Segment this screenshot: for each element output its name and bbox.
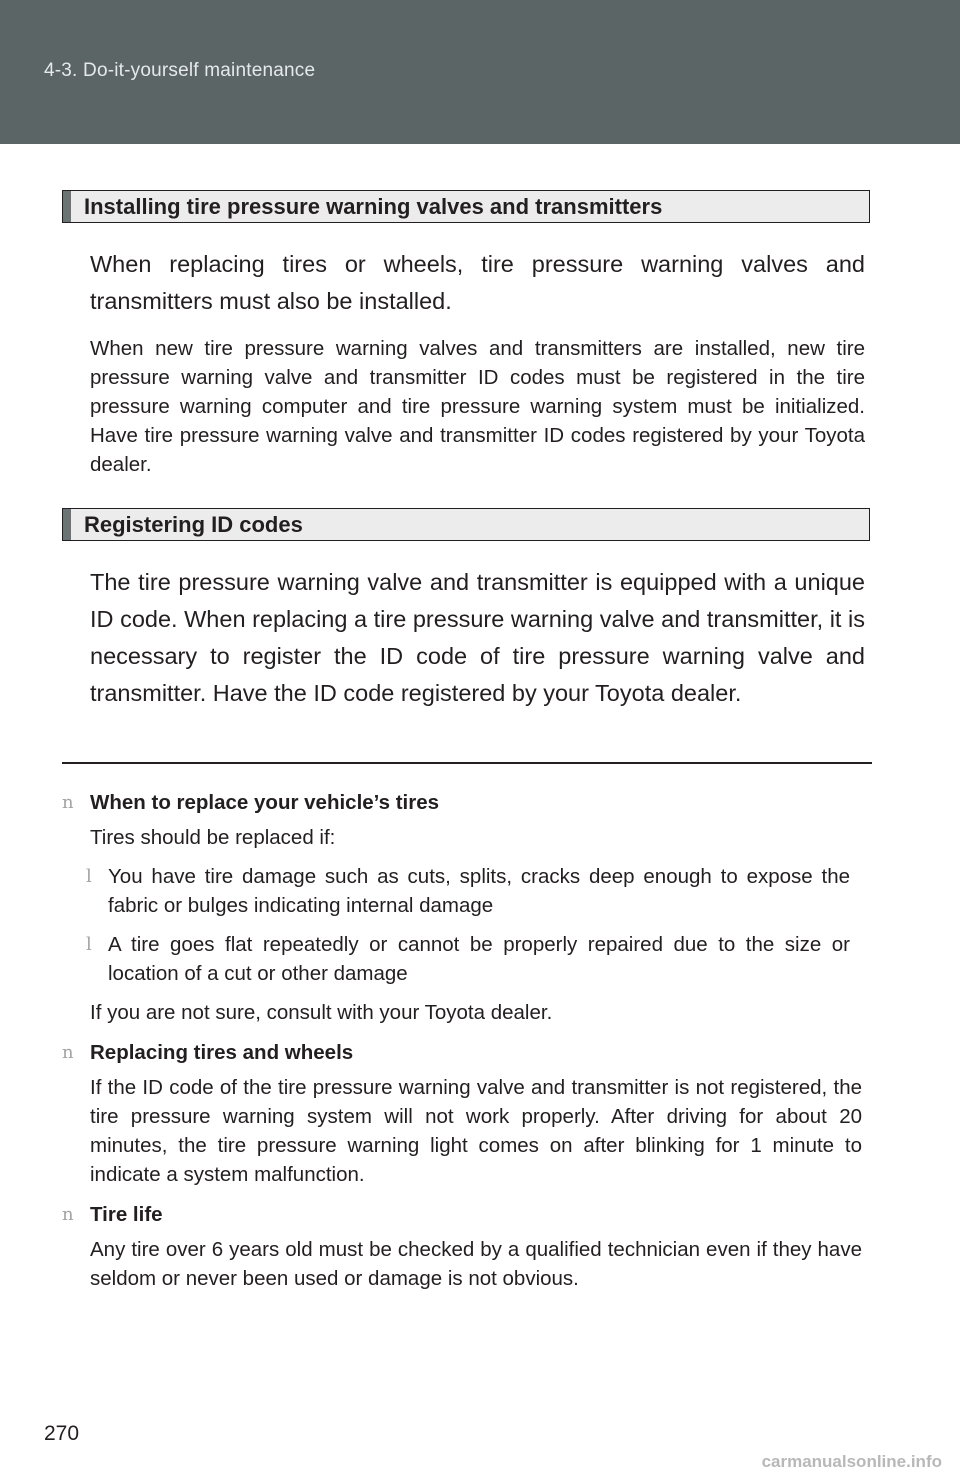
note-body: Any tire over 6 years old must be checked by a qualified technician even if they have seldom or never been used or damage is not obvious. xyxy=(90,1238,862,1290)
heading-text: Registering ID codes xyxy=(84,512,303,537)
section-heading-installing xyxy=(62,190,870,223)
bullet-marker: l xyxy=(86,934,92,955)
section-heading-registering xyxy=(62,508,870,541)
note-marker: n xyxy=(62,1042,74,1063)
installing-detail-paragraph: When new tire pressure warning valves and transmitters are installed, new tire pressure warning valve and transmitter ID codes must be registered in the tire pressure warning computer and tire pressure warning system must be initialized. Have tire pressure warning valve and transmitter ID codes registered by your Toyota dealer. xyxy=(90,337,865,476)
section-divider xyxy=(62,762,872,764)
registering-main-paragraph: The tire pressure warning valve and transmitter is equipped with a unique ID code. When replacing a tire pressure warning valve and transmitter, it is necessary to register the ID code of tire pressure warning valve and transmitter. Have the ID code registered by your Toyota dealer. xyxy=(90,569,865,706)
note-outro: If you are not sure, consult with your Toyota dealer. xyxy=(90,1001,553,1024)
page-number: 270 xyxy=(44,1422,80,1445)
list-item xyxy=(86,930,850,988)
page-header-band xyxy=(0,0,960,144)
heading-accent-bar xyxy=(63,191,71,222)
note-title: When to replace your vehicle’s tires xyxy=(90,791,440,814)
heading-accent-bar xyxy=(63,509,71,540)
section-breadcrumb: 4-3. Do-it-yourself maintenance xyxy=(44,60,316,81)
note-body: If the ID code of the tire pressure warning valve and transmitter is not registered, the tire pressure warning system will not work properly. After driving for about 20 minutes, the tire pressure warning light comes on after blinking for 1 minute to indicate a system malfunction. xyxy=(90,1076,862,1186)
installing-main-paragraph: When replacing tires or wheels, tire pressure warning valves and transmitters must also be installed. xyxy=(90,251,865,314)
heading-text: Installing tire pressure warning valves and transmitters xyxy=(84,194,663,219)
note-intro: Tires should be replaced if: xyxy=(90,826,336,849)
bullet-marker: l xyxy=(86,866,92,887)
bullet-text: You have tire damage such as cuts, splits, cracks deep enough to expose the fabric or bulges indicating internal damage xyxy=(108,865,850,917)
note-title: Replacing tires and wheels xyxy=(90,1041,354,1064)
note-marker: n xyxy=(62,792,74,813)
note-title: Tire life xyxy=(90,1203,163,1226)
note-marker: n xyxy=(62,1204,74,1225)
watermark: carmanualsonline.info xyxy=(761,1452,942,1471)
bullet-text: A tire goes flat repeatedly or cannot be properly repaired due to the size or location of a cut or other damage xyxy=(108,933,850,985)
list-item xyxy=(86,862,850,920)
